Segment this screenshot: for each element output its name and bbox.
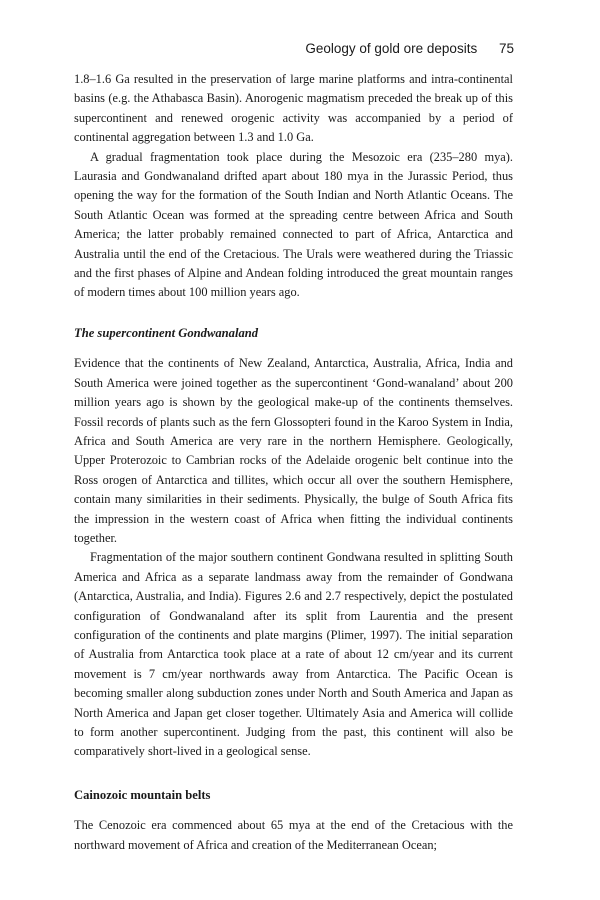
paragraph-continental-basins: 1.8–1.6 Ga resulted in the preservation of large marine platforms and intra-continental basins (e.g. the Athabasca Basin). Anorogenic magmatism preceded the break up of this supercontinent and renewed orogenic activity was accompanied by a period of continental aggregation between 1.3 and 1.0 Ga. bbox=[74, 72, 513, 145]
paragraph-gondwana-fragmentation: Fragmentation of the major southern continent Gondwana resulted in splitting South America and Africa as a separate landmass away from the remainder of Gondwana (Antarctica, Australia, and India). Figures 2.6 and 2.7 respectively, depict the postulated configuration of Gondwanaland after its split from Laurentia and the present configuration of the continents and plate margins (Plimer, 1997). The initial separation of Australia from Antarctica took place at a rate of about 12 cm/year and its current movement is 7 cm/year northwards away from Antarctica. The Pacific Ocean is becoming smaller along subduction zones under North and South America and Japan as North America and Japan get closer together. Ultimately Asia and America will collide to form another supercontinent. Judging from the past, this continent will also be comparatively short-lived in a geological sense. bbox=[74, 550, 513, 759]
running-head-title: Geology of gold ore deposits bbox=[305, 41, 478, 56]
page-number: 75 bbox=[498, 41, 514, 56]
body-text bbox=[74, 70, 513, 855]
paragraph-gondwanaland-evidence: Evidence that the continents of New Zealand, Antarctica, Australia, Africa, India and South America were joined together as the supercontinent ‘Gond-wanaland’ about 200 million years ago is shown by the geological make-up of the continents themselves. Fossil records of plants such as the fern Glossopteri found in the Karoo System in India, Africa and South America are very rare in the northern Hemisphere. Geologically, Upper Proterozoic to Cambrian rocks of the Adelaide orogenic belt continue into the Ross orogen of Antarctica and tillites, which occur all over the southern Hemisphere, contain many similarities in their sediments. Physically, the bulge of South Africa fits the impression in the western coast of Africa when fitting the individual continents together. bbox=[74, 356, 513, 545]
paragraph-cenozoic-era: The Cenozoic era commenced about 65 mya at the end of the Cretacious with the northward movement of Africa and creation of the Mediterranean Ocean; bbox=[74, 818, 513, 852]
section-heading-gondwanaland: The supercontinent Gondwanaland bbox=[74, 325, 259, 340]
paragraph-mesozoic-fragmentation: A gradual fragmentation took place during the Mesozoic era (235–280 mya). Laurasia and Gondwanaland drifted apart about 180 mya in the Jurassic Period, thus opening the way for the formation of the South Indian and North Atlantic Oceans. The South Atlantic Ocean was formed at the spreading centre between Africa and South America; the latter probably remained connected to part of Africa, Antarctica and Australia until the end of the Cretacious. The Urals were weathered during the Triassic and the first phases of Alpine and Andean folding introduced the great mountain ranges of modern times about 100 million years ago. bbox=[74, 149, 513, 300]
running-head bbox=[305, 41, 514, 56]
section-heading-cainozoic: Cainozoic mountain belts bbox=[74, 787, 211, 802]
